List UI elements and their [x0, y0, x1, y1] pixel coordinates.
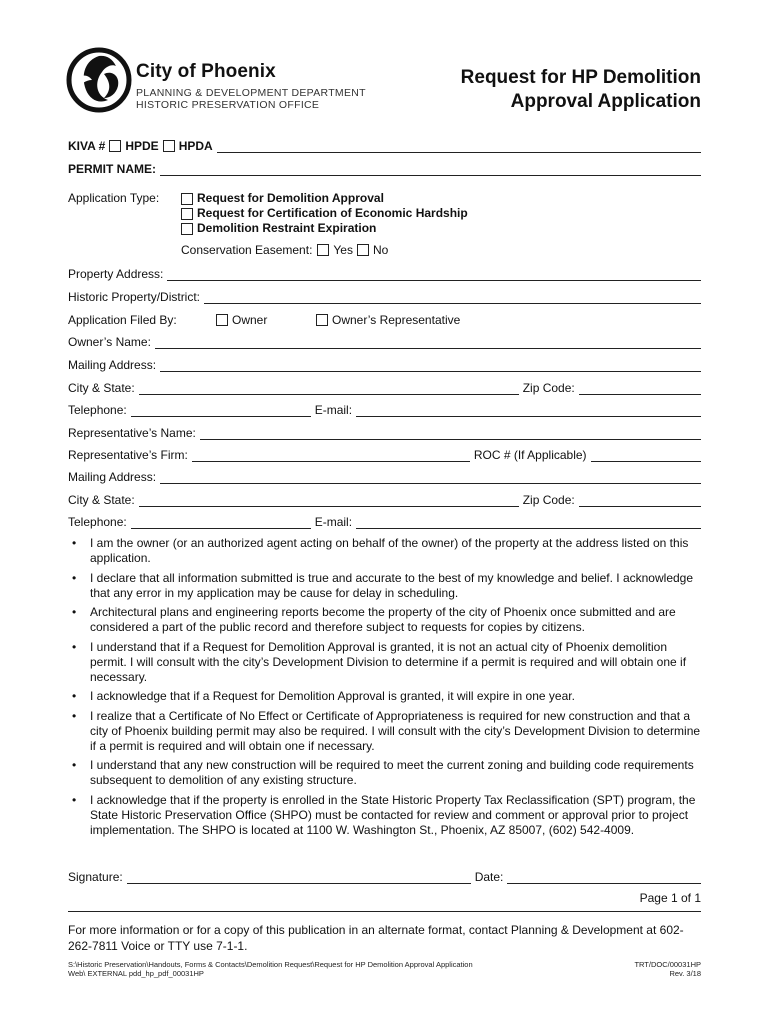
telephone-field[interactable] [131, 405, 311, 417]
demolition-approval-checkbox[interactable] [181, 193, 193, 205]
owners-name-field[interactable] [155, 337, 701, 349]
email-field[interactable] [356, 405, 701, 417]
permit-name-field[interactable] [160, 164, 701, 176]
application-type-label: Application Type: [68, 191, 160, 205]
rep-city-state-field[interactable] [139, 495, 519, 507]
hpde-checkbox[interactable] [163, 140, 175, 152]
date-field[interactable] [507, 872, 701, 884]
list-item: • Architectural plans and engineering reports become the property of the city of Phoenix once submitted and are considered a part of the public record and therefore subject to requests for copies by citizens. [68, 605, 701, 635]
list-item: • I realize that a Certificate of No Effect or Certificate of Appropriateness is required for new construction and that a city of Phoenix building permit may also be required. I will consult with the city’s Development Division to determine if a permit is required and will obtain one if necessary. [68, 709, 701, 754]
property-address-field[interactable] [167, 269, 701, 281]
rep-telephone-row: Telephone: E-mail: [68, 513, 701, 529]
kiva-number-field[interactable] [217, 141, 701, 153]
economic-hardship-checkbox[interactable] [181, 208, 193, 220]
list-item: • I understand that if a Request for Demolition Approval is granted, it is not an actual city of Phoenix demolition permit. I will consult with the city’s Development Division to determine if a permit is required and will obtain one if necessary. [68, 640, 701, 685]
rep-name-field[interactable] [200, 428, 701, 440]
zip-code-field[interactable] [579, 383, 701, 395]
filed-by-row: Application Filed By: Owner Owner’s Representative [68, 313, 461, 327]
list-item: • I am the owner (or an authorized agent acting on behalf of the owner) of the property at the address listed on this application. [68, 536, 701, 566]
telephone-row: Telephone: E-mail: [68, 401, 701, 417]
kiva-checkbox[interactable] [109, 140, 121, 152]
owner-checkbox[interactable] [216, 314, 228, 326]
restraint-expiration-checkbox[interactable] [181, 223, 193, 235]
list-item: • I acknowledge that if a Request for Demolition Approval is granted, it will expire in one year. [68, 689, 701, 704]
phoenix-logo-icon [66, 44, 132, 114]
rep-telephone-field[interactable] [131, 517, 311, 529]
property-address-row: Property Address: [68, 265, 701, 281]
owners-name-row: Owner’s Name: [68, 333, 701, 349]
conservation-easement-row: Conservation Easement: Yes No [181, 243, 389, 257]
owners-rep-checkbox[interactable] [316, 314, 328, 326]
list-item: • I declare that all information submitted is true and accurate to the best of my knowledge and belief. I acknowledge that any error in my application may be cause for delay in scheduling. [68, 571, 701, 601]
rep-zip-code-field[interactable] [579, 495, 701, 507]
permit-name-row: PERMIT NAME: [68, 160, 701, 176]
org-name: City of Phoenix [136, 61, 276, 82]
signature-row: Signature: Date: [68, 868, 701, 884]
footer-divider [68, 911, 701, 912]
signature-field[interactable] [127, 872, 471, 884]
mailing-address-field[interactable] [160, 360, 701, 372]
department-name: PLANNING & DEVELOPMENT DEPARTMENT [136, 87, 366, 99]
document-title: Request for HP Demolition Approval Application [460, 67, 701, 112]
footer-revision: Rev. 3/18 [669, 969, 701, 978]
roc-field[interactable] [591, 450, 701, 462]
list-item: • I acknowledge that if the property is enrolled in the State Historic Property Tax Reclassification (SPT) program, the State Historic Preservation Office (SHPO) must be contacted for review and comment or approval prior to project implementation. The SHPO is located at 1100 W. Washington St., Phoenix, AZ 85007, (602) 542-4009. [68, 793, 701, 838]
rep-mailing-address-field[interactable] [160, 472, 701, 484]
footer-path-1: S:\Historic Preservation\Handouts, Forms & Contacts\Demolition Request\Request for HP Demolition Approval Application [68, 960, 473, 969]
footer-path-2: Web\ EXTERNAL pdd_hp_pdf_00031HP [68, 969, 204, 978]
historic-property-row: Historic Property/District: [68, 288, 701, 304]
rep-mailing-address-row: Mailing Address: [68, 468, 701, 484]
rep-firm-field[interactable] [192, 450, 470, 462]
office-name: HISTORIC PRESERVATION OFFICE [136, 99, 320, 111]
easement-yes-checkbox[interactable] [317, 244, 329, 256]
rep-email-field[interactable] [356, 517, 701, 529]
rep-city-state-row: City & State: Zip Code: [68, 491, 701, 507]
application-type-options: Request for Demolition Approval Request for Certification of Economic Hardship Demolition Restraint Expiration [181, 191, 468, 236]
page-number: Page 1 of 1 [639, 891, 701, 905]
acknowledgement-list [68, 536, 701, 842]
footer-info: For more information or for a copy of this publication in an alternate format, contact Planning & Development at 602-262-7811 Voice or TTY use 7-1-1. [68, 923, 684, 953]
rep-name-row: Representative’s Name: [68, 424, 701, 440]
easement-no-checkbox[interactable] [357, 244, 369, 256]
list-item: • I understand that any new construction will be required to meet the current zoning and building code requirements subsequent to demolition of any existing structure. [68, 758, 701, 788]
city-state-row: City & State: Zip Code: [68, 379, 701, 395]
footer-doc-id: TRT/DOC/00031HP [634, 960, 701, 969]
historic-property-field[interactable] [204, 292, 701, 304]
city-state-field[interactable] [139, 383, 519, 395]
kiva-row: KIVA # HPDE HPDA [68, 137, 701, 153]
rep-firm-row: Representative’s Firm: ROC # (If Applicable) [68, 446, 701, 462]
mailing-address-row: Mailing Address: [68, 356, 701, 372]
